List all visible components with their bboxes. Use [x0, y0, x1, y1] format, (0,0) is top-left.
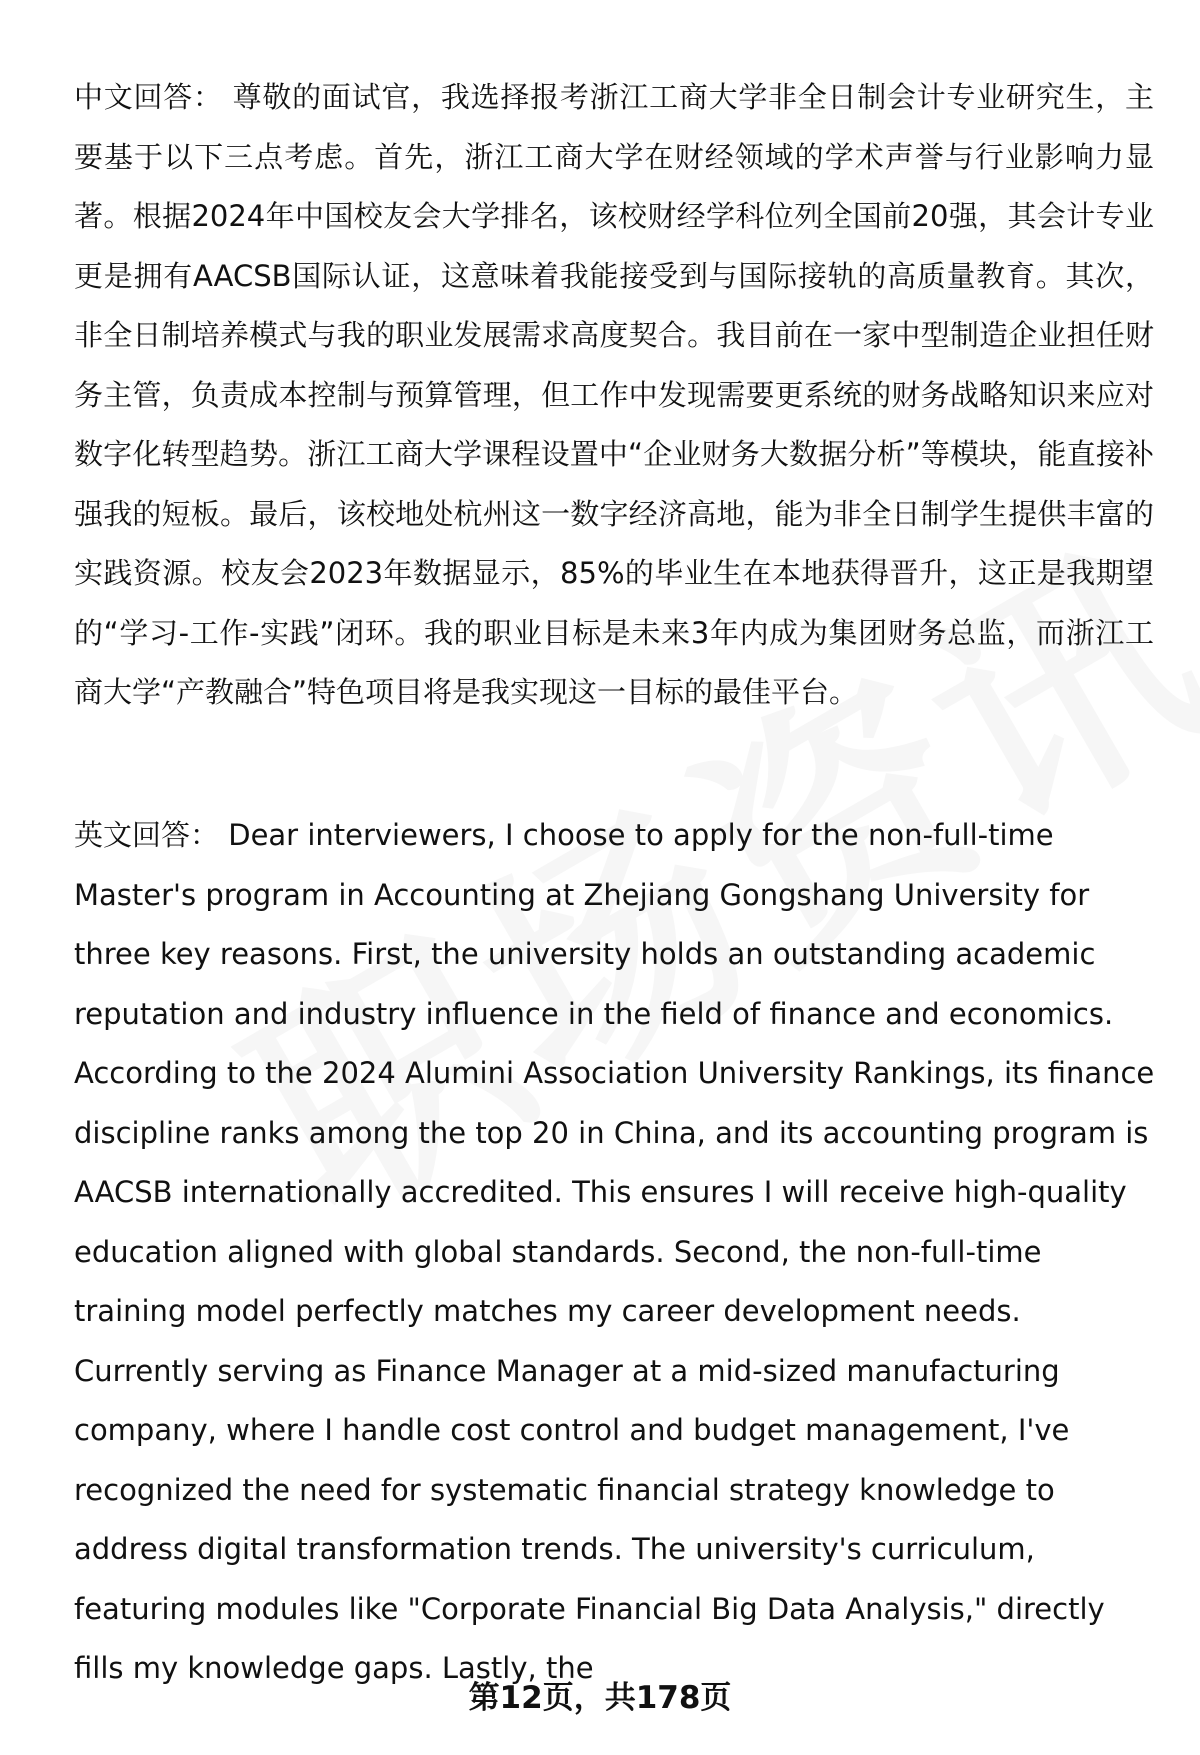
english-answer-text: Dear interviewers, I choose to apply for the non-full-time Master's program in Accounting at Zhejiang Gongshang University for three key reasons. First, the university holds an outstanding academic reputation and industry influence in the field of finance and economics. According to the 2024 Alumini Association University Rankings, its finance discipline ranks among the top 20 in China, and its accounting program is AACSB internationally accredited. This ensures I will receive high-quality education aligned with global standards. Second, the non-full-time training model perfectly matches my career development needs. Currently serving as Finance Manager at a mid-sized manufacturing company, where I handle cost control and budget management, I've recognized the need for systematic financial strategy knowledge to address digital transformation trends. The university's curriculum, featuring modules like "Corporate Financial Big Data Analysis," directly fills my knowledge gaps. Lastly, the [74, 818, 1155, 1685]
english-answer-label: 英文回答： [74, 818, 220, 852]
page-number-footer: 第12页，共178页 [468, 1680, 732, 1716]
chinese-answer-paragraph [74, 68, 1154, 723]
chinese-answer-text: 尊敬的面试官，我选择报考浙江工商大学非全日制会计专业研究生，主要基于以下三点考虑。首先，浙江工商大学在财经领域的学术声誉与行业影响力显著。根据2024年中国校友会大学排名，该校财经学科位列全国前20强，其会计专业更是拥有AACSB国际认证，这意味着我能接受到与国际接轨的高质量教育。其次，非全日制培养模式与我的职业发展需求高度契合。我目前在一家中型制造企业担任财务主管，负责成本控制与预算管理，但工作中发现需要更系统的财务战略知识来应对数字化转型趋势。浙江工商大学课程设置中“企业财务大数据分析”等模块，能直接补强我的短板。最后，该校地处杭州这一数字经济高地，能为非全日制学生提供丰富的实践资源。校友会2023年数据显示，85%的毕业生在本地获得晋升，这正是我期望的“学习-工作-实践”闭环。我的职业目标是未来3年内成为集团财务总监，而浙江工商大学“产教融合”特色项目将是我实现这一目标的最佳平台。 [74, 80, 1154, 709]
chinese-answer-label: 中文回答： [74, 80, 223, 114]
english-answer-paragraph [74, 806, 1159, 1699]
